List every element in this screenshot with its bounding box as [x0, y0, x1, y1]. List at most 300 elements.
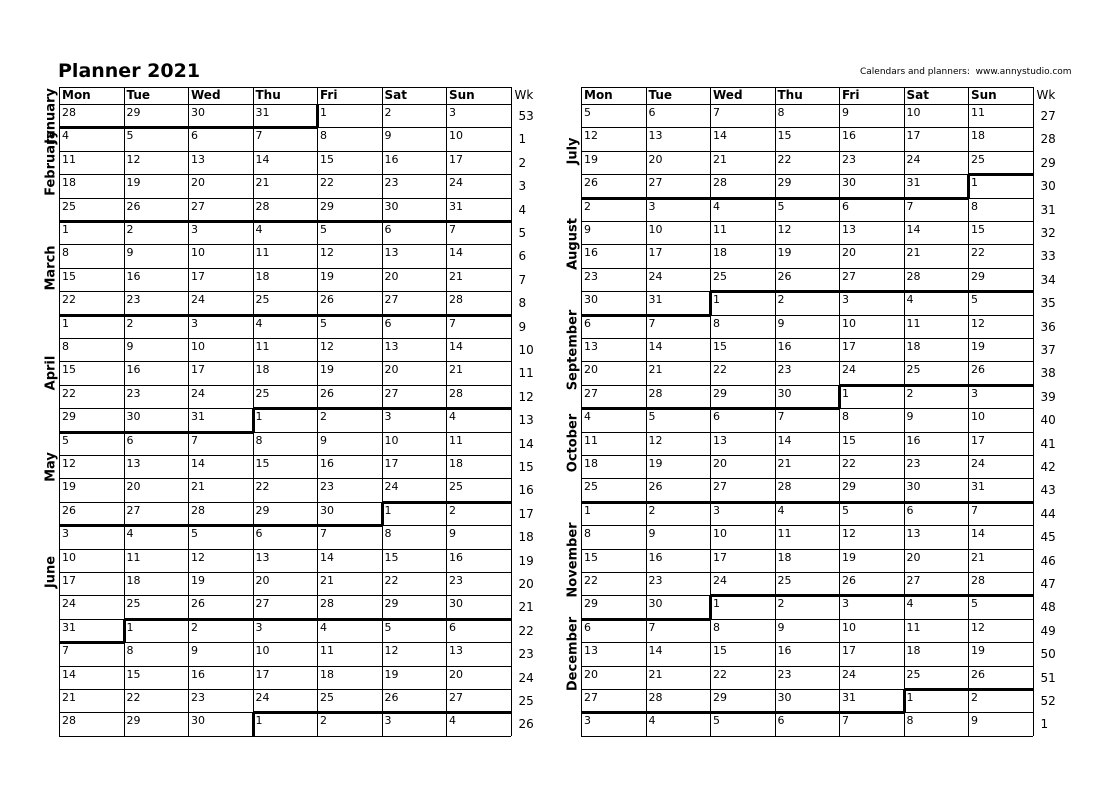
day-cell: 30: [777, 691, 792, 704]
day-cell: 9: [126, 246, 134, 260]
week-number: 10: [518, 343, 534, 357]
day-cell: 11: [126, 550, 141, 564]
day-cell: 8: [384, 527, 392, 541]
day-cell: 25: [906, 667, 921, 681]
weekday-header: Wed: [191, 88, 221, 102]
week-number: 47: [1040, 577, 1056, 591]
day-cell: 30: [584, 293, 598, 307]
second-half-calendar: [581, 87, 1073, 736]
month-label: March: [43, 245, 59, 291]
weekday-header: Thu: [777, 88, 803, 102]
day-cell: 12: [384, 644, 399, 658]
day-cell: 15: [777, 129, 792, 143]
day-cell: 8: [62, 340, 69, 353]
day-cell: 16: [584, 246, 598, 260]
day-cell: 3: [842, 293, 849, 307]
day-cell: 24: [449, 176, 463, 190]
weekday-header: Sun: [449, 88, 475, 102]
day-cell: 8: [584, 527, 591, 541]
day-cell: 21: [648, 363, 663, 377]
month-boundary-line: [124, 314, 190, 317]
day-cell: 2: [584, 199, 591, 213]
day-cell: 2: [777, 597, 785, 611]
day-cell: 19: [126, 176, 141, 190]
day-cell: 21: [713, 152, 727, 166]
day-cell: 24: [255, 691, 270, 704]
day-cell: 7: [255, 129, 263, 143]
month-boundary-line: [968, 688, 1034, 691]
day-cell: 31: [255, 106, 270, 119]
day-cell: 17: [906, 129, 921, 143]
day-cell: 22: [126, 691, 141, 704]
month-boundary-line: [710, 501, 776, 504]
day-cell: 18: [320, 667, 334, 681]
day-cell: 30: [777, 386, 792, 400]
day-cell: 20: [449, 667, 463, 681]
month-boundary-line: [646, 618, 712, 621]
day-cell: 22: [320, 176, 334, 190]
day-cell: 6: [449, 620, 456, 634]
day-cell: 14: [906, 223, 921, 236]
grid-line: [581, 87, 1033, 88]
day-cell: 26: [320, 386, 334, 400]
day-cell: 13: [126, 457, 141, 470]
day-cell: 22: [713, 667, 727, 681]
day-cell: 18: [126, 574, 141, 587]
week-number: 23: [518, 647, 534, 662]
day-cell: 15: [62, 363, 76, 377]
month-boundary-line: [581, 407, 647, 410]
day-cell: 11: [449, 433, 463, 447]
day-cell: 20: [648, 152, 663, 166]
month-boundary-line: [709, 595, 712, 619]
day-cell: 7: [842, 714, 849, 728]
month-boundary-line: [446, 618, 512, 621]
month-boundary-line: [253, 711, 319, 714]
day-cell: 3: [449, 106, 456, 119]
day-cell: 9: [384, 129, 392, 143]
week-number: 39: [1040, 389, 1056, 404]
week-number: 30: [1040, 179, 1056, 194]
month-label: November: [565, 522, 581, 598]
day-cell: 4: [906, 293, 914, 307]
month-boundary-line: [967, 174, 970, 198]
day-cell: 2: [906, 386, 914, 400]
day-cell: 13: [255, 550, 270, 564]
day-cell: 23: [777, 363, 792, 377]
day-cell: 12: [971, 620, 985, 634]
month-boundary-line: [382, 314, 448, 317]
credit-text: Calendars and planners: www.annystudio.com: [860, 67, 1072, 77]
day-cell: 9: [648, 527, 656, 541]
day-cell: 31: [648, 293, 663, 307]
month-label: May: [43, 451, 59, 482]
month-boundary-line: [968, 501, 1034, 504]
month-boundary-line: [253, 314, 319, 317]
day-cell: 19: [320, 363, 334, 377]
week-number: 1: [1040, 717, 1049, 732]
month-boundary-line: [646, 501, 712, 504]
month-boundary-line: [59, 431, 125, 434]
day-cell: 30: [648, 597, 663, 611]
day-cell: 19: [777, 246, 792, 260]
grid-line: [581, 736, 1033, 737]
month-boundary-line: [188, 314, 254, 317]
day-cell: 19: [971, 340, 985, 353]
day-cell: 28: [648, 386, 663, 400]
day-cell: 15: [842, 433, 856, 447]
day-cell: 14: [255, 152, 270, 166]
day-cell: 11: [777, 527, 792, 541]
month-label: January: [43, 87, 59, 144]
day-cell: 23: [906, 457, 921, 470]
day-cell: 14: [648, 644, 663, 658]
day-cell: 25: [713, 269, 727, 283]
day-cell: 18: [584, 457, 598, 470]
day-cell: 5: [842, 503, 849, 517]
day-cell: 3: [584, 714, 591, 728]
weekday-header: Fri: [320, 88, 338, 102]
day-cell: 5: [584, 106, 591, 119]
day-cell: 28: [648, 691, 663, 704]
month-boundary-line: [253, 524, 319, 527]
day-cell: 26: [584, 176, 598, 190]
week-number: 4: [518, 202, 527, 217]
day-cell: 16: [648, 550, 663, 564]
week-number: 49: [1040, 623, 1056, 638]
day-cell: 4: [255, 223, 263, 236]
day-cell: 12: [320, 246, 334, 260]
day-cell: 19: [584, 152, 598, 166]
day-cell: 13: [449, 644, 463, 658]
day-cell: 22: [62, 386, 76, 400]
day-cell: 18: [255, 269, 270, 283]
day-cell: 1: [126, 620, 134, 634]
day-cell: 12: [842, 527, 856, 541]
week-number: 13: [518, 413, 534, 428]
day-cell: 23: [777, 667, 792, 681]
day-cell: 29: [384, 597, 399, 611]
day-cell: 14: [713, 129, 727, 143]
day-cell: 15: [971, 223, 985, 236]
day-cell: 28: [713, 176, 727, 190]
day-cell: 1: [713, 293, 720, 307]
day-cell: 29: [126, 106, 141, 119]
month-label: September: [565, 309, 581, 390]
day-cell: 23: [842, 152, 856, 166]
week-number: 29: [1040, 155, 1056, 170]
week-number: 28: [1040, 132, 1056, 147]
month-boundary-line: [646, 711, 712, 714]
month-boundary-line: [381, 502, 384, 526]
month-boundary-line: [317, 220, 383, 223]
day-cell: 21: [191, 480, 205, 494]
month-boundary-line: [904, 384, 970, 387]
month-boundary-line: [382, 618, 448, 621]
month-boundary-line: [710, 711, 776, 714]
day-cell: 14: [449, 340, 463, 353]
week-number: 7: [518, 272, 527, 287]
month-boundary-line: [904, 197, 970, 200]
week-number: 34: [1040, 272, 1056, 287]
month-boundary-line: [316, 104, 319, 128]
month-boundary-line: [188, 618, 254, 621]
month-boundary-line: [775, 594, 841, 597]
month-boundary-line: [317, 524, 383, 527]
day-cell: 7: [713, 106, 720, 119]
month-label: June: [43, 555, 59, 589]
day-cell: 16: [777, 644, 792, 658]
day-cell: 22: [584, 574, 598, 587]
day-cell: 18: [906, 340, 921, 353]
month-boundary-line: [253, 618, 319, 621]
day-cell: 5: [384, 620, 392, 634]
day-cell: 3: [713, 503, 720, 517]
month-label: July: [565, 137, 581, 165]
day-cell: 10: [191, 246, 205, 260]
day-cell: 25: [320, 691, 334, 704]
day-cell: 14: [449, 246, 463, 260]
grid-line: [59, 736, 511, 737]
day-cell: 27: [906, 574, 921, 587]
day-cell: 6: [126, 433, 134, 447]
week-number: 36: [1040, 319, 1056, 334]
day-cell: 13: [384, 246, 399, 260]
week-number: 24: [518, 670, 534, 685]
day-cell: 26: [648, 480, 663, 494]
day-cell: 25: [584, 480, 598, 494]
month-boundary-line: [968, 173, 1034, 176]
day-cell: 9: [971, 714, 978, 728]
day-cell: 4: [449, 714, 456, 728]
day-cell: 6: [713, 410, 720, 424]
day-cell: 3: [255, 620, 263, 634]
month-boundary-line: [188, 220, 254, 223]
day-cell: 10: [384, 433, 399, 447]
month-boundary-line: [581, 618, 647, 621]
day-cell: 4: [713, 199, 720, 213]
month-boundary-line: [581, 711, 647, 714]
day-cell: 1: [906, 691, 914, 704]
day-cell: 1: [62, 223, 69, 236]
day-cell: 8: [62, 246, 69, 260]
month-boundary-line: [775, 197, 841, 200]
week-number: 32: [1040, 226, 1056, 240]
day-cell: 30: [384, 199, 399, 213]
day-cell: 10: [906, 106, 921, 119]
day-cell: 27: [126, 503, 141, 517]
day-cell: 6: [584, 620, 591, 634]
day-cell: 13: [713, 433, 727, 447]
day-cell: 22: [713, 363, 727, 377]
day-cell: 8: [713, 316, 720, 330]
day-cell: 15: [255, 457, 270, 470]
day-cell: 20: [384, 269, 399, 283]
first-half-calendar: [59, 87, 551, 736]
day-cell: 8: [713, 620, 720, 634]
day-cell: 10: [971, 410, 985, 424]
day-cell: 26: [384, 691, 399, 704]
weekday-header: Mon: [62, 88, 91, 102]
month-boundary-line: [59, 641, 125, 644]
week-number: 44: [1040, 506, 1056, 521]
day-cell: 27: [255, 597, 270, 611]
day-cell: 12: [971, 316, 985, 330]
day-cell: 6: [384, 223, 392, 236]
week-number: 38: [1040, 366, 1056, 381]
weekday-header: Tue: [648, 88, 673, 102]
day-cell: 31: [971, 480, 985, 494]
day-cell: 26: [971, 667, 985, 681]
month-boundary-line: [904, 501, 970, 504]
day-cell: 21: [449, 363, 463, 377]
month-boundary-line: [446, 314, 512, 317]
day-cell: 22: [384, 574, 399, 587]
month-label: October: [565, 414, 581, 473]
day-cell: 16: [191, 667, 205, 681]
day-cell: 30: [191, 714, 205, 728]
grid-line: [511, 87, 512, 736]
day-cell: 3: [191, 223, 198, 236]
day-cell: 23: [584, 269, 598, 283]
day-cell: 9: [191, 644, 198, 658]
day-cell: 5: [971, 597, 978, 611]
day-cell: 31: [191, 410, 205, 424]
day-cell: 12: [777, 223, 792, 236]
day-cell: 30: [449, 597, 463, 611]
day-cell: 19: [62, 480, 76, 494]
day-cell: 2: [384, 106, 392, 119]
month-boundary-line: [775, 501, 841, 504]
day-cell: 30: [126, 410, 141, 424]
week-number: 22: [518, 623, 534, 638]
day-cell: 20: [906, 550, 921, 564]
day-cell: 29: [971, 269, 985, 283]
week-number: 35: [1040, 296, 1056, 311]
day-cell: 26: [126, 199, 141, 213]
day-cell: 26: [842, 574, 856, 587]
week-number: 31: [1040, 202, 1056, 217]
day-cell: 25: [255, 386, 270, 400]
day-cell: 28: [62, 714, 76, 728]
day-cell: 16: [320, 457, 334, 470]
day-cell: 24: [713, 574, 727, 587]
day-cell: 4: [906, 597, 914, 611]
month-boundary-line: [446, 220, 512, 223]
month-boundary-line: [188, 524, 254, 527]
day-cell: 1: [971, 176, 978, 190]
day-cell: 15: [713, 644, 727, 658]
day-cell: 26: [191, 597, 205, 611]
day-cell: 7: [648, 316, 656, 330]
day-cell: 21: [449, 269, 463, 283]
day-cell: 14: [62, 667, 76, 681]
week-number: 26: [518, 717, 534, 732]
day-cell: 20: [384, 363, 399, 377]
month-boundary-line: [709, 291, 712, 315]
day-cell: 31: [62, 620, 76, 634]
month-boundary-line: [968, 384, 1034, 387]
month-boundary-line: [838, 385, 841, 409]
day-cell: 15: [62, 269, 76, 283]
day-cell: 28: [906, 269, 921, 283]
month-boundary-line: [317, 407, 383, 410]
day-cell: 30: [842, 176, 856, 190]
day-cell: 1: [713, 597, 720, 611]
day-cell: 17: [191, 269, 205, 283]
month-boundary-line: [968, 290, 1034, 293]
day-cell: 6: [906, 503, 914, 517]
day-cell: 11: [320, 644, 334, 658]
day-cell: 15: [384, 550, 399, 564]
day-cell: 23: [126, 386, 141, 400]
day-cell: 20: [842, 246, 856, 260]
month-boundary-line: [775, 711, 841, 714]
day-cell: 9: [777, 316, 785, 330]
week-number: 45: [1040, 530, 1056, 545]
day-cell: 25: [906, 363, 921, 377]
month-boundary-line: [382, 501, 448, 504]
weekday-header: Sat: [906, 88, 929, 102]
day-cell: 27: [648, 176, 663, 190]
day-cell: 3: [62, 527, 69, 541]
day-cell: 23: [126, 293, 141, 307]
month-boundary-line: [253, 407, 319, 410]
day-cell: 16: [449, 550, 463, 564]
month-boundary-line: [253, 126, 319, 129]
month-boundary-line: [581, 314, 647, 317]
day-cell: 7: [906, 199, 914, 213]
day-cell: 17: [842, 644, 856, 658]
month-boundary-line: [382, 711, 448, 714]
day-cell: 3: [648, 199, 656, 213]
day-cell: 27: [384, 293, 399, 307]
day-cell: 16: [777, 340, 792, 353]
day-cell: 25: [62, 199, 76, 213]
day-cell: 22: [777, 152, 792, 166]
day-cell: 24: [648, 269, 663, 283]
day-cell: 29: [713, 386, 727, 400]
day-cell: 4: [320, 620, 327, 634]
weekday-header: Fri: [842, 88, 860, 102]
day-cell: 27: [384, 386, 399, 400]
day-cell: 19: [191, 574, 205, 587]
day-cell: 7: [449, 223, 456, 236]
day-cell: 28: [62, 106, 76, 119]
month-boundary-line: [839, 290, 905, 293]
day-cell: 29: [62, 410, 76, 424]
day-cell: 2: [191, 620, 198, 634]
month-boundary-line: [123, 619, 126, 643]
week-number: 20: [518, 577, 534, 591]
week-number: 25: [518, 694, 534, 708]
day-cell: 21: [62, 691, 76, 704]
day-cell: 7: [449, 316, 456, 330]
day-cell: 1: [842, 386, 849, 400]
month-boundary-line: [904, 688, 970, 691]
month-boundary-line: [252, 408, 255, 432]
week-number: 3: [518, 179, 527, 194]
day-cell: 17: [842, 340, 856, 353]
day-cell: 9: [320, 433, 327, 447]
month-boundary-line: [904, 290, 970, 293]
day-cell: 22: [62, 293, 76, 307]
day-cell: 17: [648, 246, 663, 260]
day-cell: 5: [971, 293, 978, 307]
day-cell: 12: [126, 152, 141, 166]
week-number-header: Wk: [1036, 88, 1056, 102]
day-cell: 11: [971, 106, 985, 119]
